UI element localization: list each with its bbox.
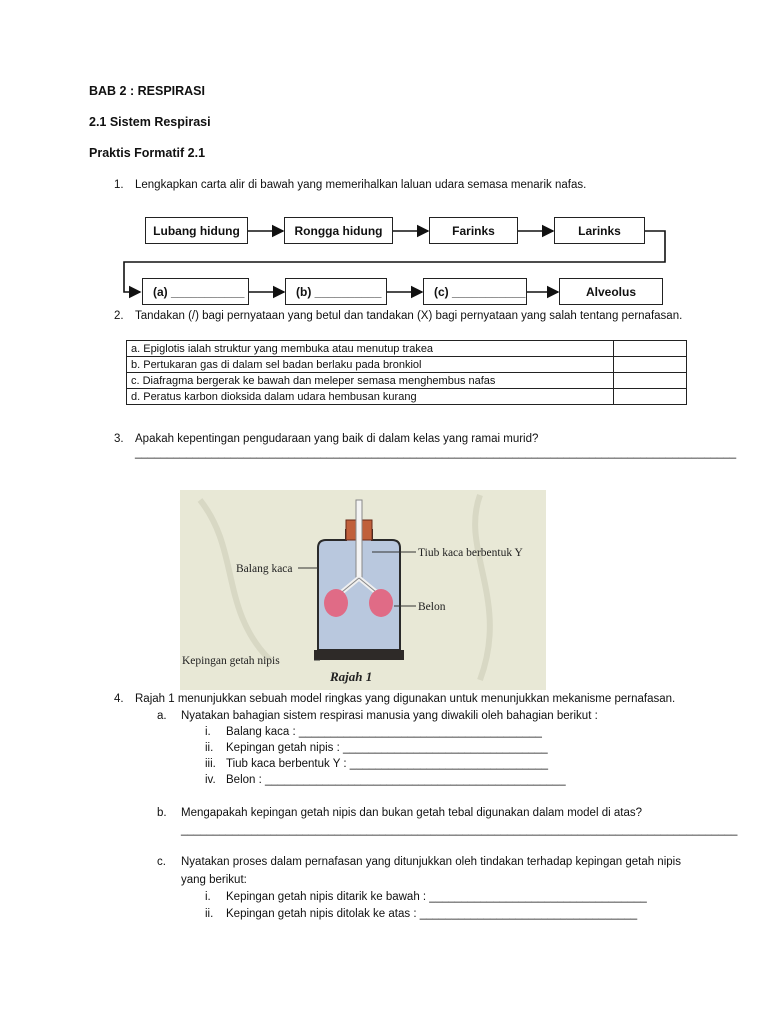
answer-cell[interactable] (614, 389, 687, 405)
chapter-title: BAB 2 : RESPIRASI (89, 84, 205, 98)
q4a-item-number: i. (205, 726, 211, 738)
flow-arrows (0, 0, 768, 310)
flow-box-blank-b[interactable]: (b) __________ (285, 278, 387, 305)
flow-box-farinks: Farinks (429, 217, 518, 244)
statement-table (126, 340, 687, 405)
bell-jar-model-figure (180, 490, 546, 690)
answer-cell[interactable] (614, 373, 687, 389)
table-row (127, 341, 687, 357)
q4a-item-balang-kaca[interactable]: Balang kaca : ______________________________________ (226, 726, 542, 738)
q4c-item-number: ii. (205, 908, 214, 920)
balloon (324, 589, 348, 617)
flow-box-blank-c[interactable]: (c) ___________ (423, 278, 527, 305)
statement-cell: c. Diafragma bergerak ke bawah dan meleper semasa menghembus nafas (127, 373, 614, 389)
flow-box-alveolus: Alveolus (559, 278, 663, 305)
q2-number: 2. (114, 310, 124, 322)
q1-number: 1. (114, 179, 124, 191)
q4b-answer-line[interactable]: _______________________________________________________________________________________ (181, 824, 738, 836)
balloon (369, 589, 393, 617)
q4c-item-ditarik[interactable]: Kepingan getah nipis ditarik ke bawah : __________________________________ (226, 891, 647, 903)
q3-answer-line[interactable]: ______________________________________________________________________________________________ (135, 447, 737, 459)
label-glass-jar: Balang kaca (236, 563, 293, 575)
practice-title: Praktis Formatif 2.1 (89, 146, 206, 160)
q4b-text: Mengapakah kepingan getah nipis dan bukan getah tebal digunakan dalam model di atas? (181, 807, 642, 819)
figure-caption: Rajah 1 (330, 669, 373, 684)
flow-box-rongga-hidung: Rongga hidung (284, 217, 393, 244)
q3-text: Apakah kepentingan pengudaraan yang baik di dalam kelas yang ramai murid? (135, 433, 539, 445)
label-y-tube: Tiub kaca berbentuk Y (418, 547, 523, 559)
rubber-sheet (314, 650, 404, 660)
q4c-item-number: i. (205, 891, 211, 903)
flow-box-lubang-hidung: Lubang hidung (145, 217, 248, 244)
section-title: 2.1 Sistem Respirasi (89, 115, 211, 129)
q4a-item-number: iii. (205, 758, 216, 770)
q4c-text: Nyatakan proses dalam pernafasan yang ditunjukkan oleh tindakan terhadap kepingan getah nipis (181, 856, 681, 868)
q4c-text-continued: yang berikut: (181, 874, 247, 886)
flow-box-larinks: Larinks (554, 217, 645, 244)
answer-cell[interactable] (614, 357, 687, 373)
statement-cell: b. Pertukaran gas di dalam sel badan berlaku pada bronkiol (127, 357, 614, 373)
q1-text: Lengkapkan carta alir di bawah yang memerihalkan laluan udara semasa menarik nafas. (135, 179, 587, 191)
answer-cell[interactable] (614, 341, 687, 357)
q4a-item-number: ii. (205, 742, 214, 754)
q4a-text: Nyatakan bahagian sistem respirasi manusia yang diwakili oleh bahagian berikut : (181, 710, 598, 722)
q4a-letter: a. (157, 710, 167, 722)
q4a-item-belon[interactable]: Belon : _______________________________________________ (226, 774, 566, 786)
statement-cell: d. Peratus karbon dioksida dalam udara hembusan kurang (127, 389, 614, 405)
q4-number: 4. (114, 693, 124, 705)
statement-cell: a. Epiglotis ialah struktur yang membuka atau menutup trakea (127, 341, 614, 357)
q4-text: Rajah 1 menunjukkan sebuah model ringkas yang digunakan untuk menunjukkan mekanisme pernafasan. (135, 693, 676, 705)
flow-box-blank-a[interactable]: (a) ___________ (142, 278, 249, 305)
q4a-item-number: iv. (205, 774, 216, 786)
table-row (127, 389, 687, 405)
label-balloon: Belon (418, 601, 446, 613)
q2-text: Tandakan (/) bagi pernyataan yang betul dan tandakan (X) bagi pernyataan yang salah tentang pernafasan. (135, 310, 683, 322)
table-row (127, 357, 687, 373)
q4c-letter: c. (157, 856, 166, 868)
q4c-item-ditolak[interactable]: Kepingan getah nipis ditolak ke atas : __________________________________ (226, 908, 638, 920)
q3-number: 3. (114, 433, 124, 445)
table-row (127, 373, 687, 389)
q4b-letter: b. (157, 807, 167, 819)
q4a-item-tiub-kaca[interactable]: Tiub kaca berbentuk Y : _______________________________ (226, 758, 549, 770)
q4a-item-kepingan-getah[interactable]: Kepingan getah nipis : ________________________________ (226, 742, 548, 754)
label-rubber-sheet: Kepingan getah nipis (182, 655, 280, 667)
